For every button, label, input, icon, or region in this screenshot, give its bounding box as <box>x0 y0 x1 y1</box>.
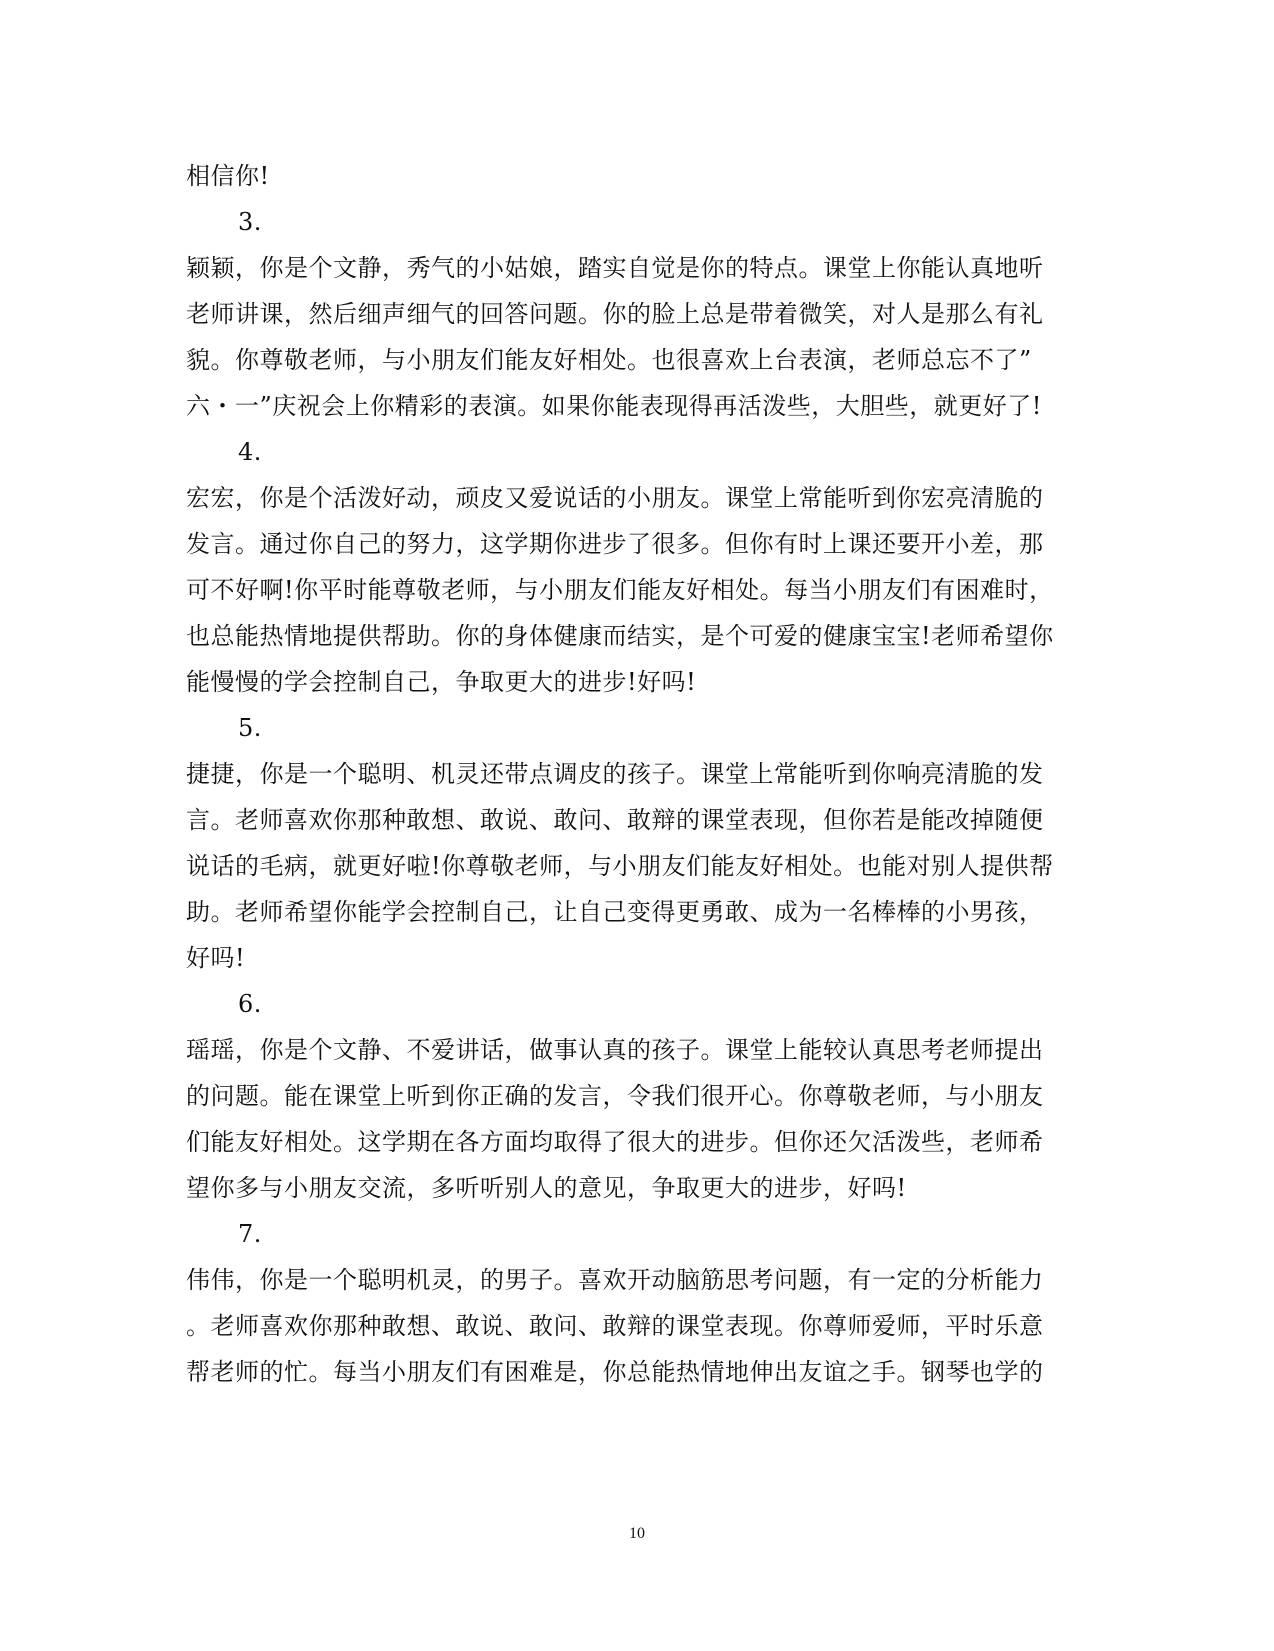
item-number: 6. <box>238 990 262 1018</box>
text-line: 发言。通过你自己的努力，这学期你进步了很多。但你有时上课还要开小差，那 <box>186 530 1044 558</box>
text-line: 瑶瑶，你是个文静、不爱讲话，做事认真的孩子。课堂上能较认真思考老师提出 <box>186 1036 1044 1064</box>
text-line: 。老师喜欢你那种敢想、敢说、敢问、敢辩的课堂表现。你尊师爱师，平时乐意 <box>186 1312 1044 1340</box>
item-number: 5. <box>238 714 262 742</box>
text-line: 颖颖，你是个文静，秀气的小姑娘，踏实自觉是你的特点。课堂上你能认真地听 <box>186 254 1044 282</box>
item-number: 7. <box>238 1220 262 1248</box>
text-line: 宏宏，你是个活泼好动，顽皮又爱说话的小朋友。课堂上常能听到你宏亮清脆的 <box>186 484 1044 512</box>
page-number: 10 <box>629 1525 645 1542</box>
text-line: 相信你! <box>186 162 270 190</box>
text-line: 望你多与小朋友交流，多听听别人的意见，争取更大的进步，好吗! <box>186 1174 907 1202</box>
text-line: 六・一”庆祝会上你精彩的表演。如果你能表现得再活泼些，大胆些，就更好了! <box>186 392 1042 420</box>
text-line: 老师讲课，然后细声细气的回答问题。你的脸上总是带着微笑，对人是那么有礼 <box>186 300 1044 328</box>
text-line: 伟伟，你是一个聪明机灵，的男子。喜欢开动脑筋思考问题，有一定的分析能力 <box>186 1266 1044 1294</box>
item-number: 3. <box>238 208 262 236</box>
text-line: 可不好啊!你平时能尊敬老师，与小朋友们能友好相处。每当小朋友们有困难时， <box>186 576 1054 604</box>
text-line: 好吗! <box>186 944 246 972</box>
text-line: 言。老师喜欢你那种敢想、敢说、敢问、敢辩的课堂表现，但你若是能改掉随便 <box>186 806 1044 834</box>
text-line: 们能友好相处。这学期在各方面均取得了很大的进步。但你还欠活泼些，老师希 <box>186 1128 1044 1156</box>
text-line: 的问题。能在课堂上听到你正确的发言，令我们很开心。你尊敬老师，与小朋友 <box>186 1082 1044 1110</box>
text-line: 帮老师的忙。每当小朋友们有困难是，你总能热情地伸出友谊之手。钢琴也学的 <box>186 1358 1044 1386</box>
text-line: 助。老师希望你能学会控制自己，让自己变得更勇敢、成为一名棒棒的小男孩， <box>186 898 1044 926</box>
text-line: 也总能热情地提供帮助。你的身体健康而结实，是个可爱的健康宝宝!老师希望你 <box>186 622 1054 650</box>
text-line: 说话的毛病，就更好啦!你尊敬老师，与小朋友们能友好相处。也能对别人提供帮 <box>186 852 1054 880</box>
text-line: 貌。你尊敬老师，与小朋友们能友好相处。也很喜欢上台表演，老师总忘不了” <box>186 346 1032 374</box>
item-number: 4. <box>238 438 262 466</box>
text-line: 能慢慢的学会控制自己，争取更大的进步!好吗! <box>186 668 697 696</box>
text-line: 捷捷，你是一个聪明、机灵还带点调皮的孩子。课堂上常能听到你响亮清脆的发 <box>186 760 1044 788</box>
